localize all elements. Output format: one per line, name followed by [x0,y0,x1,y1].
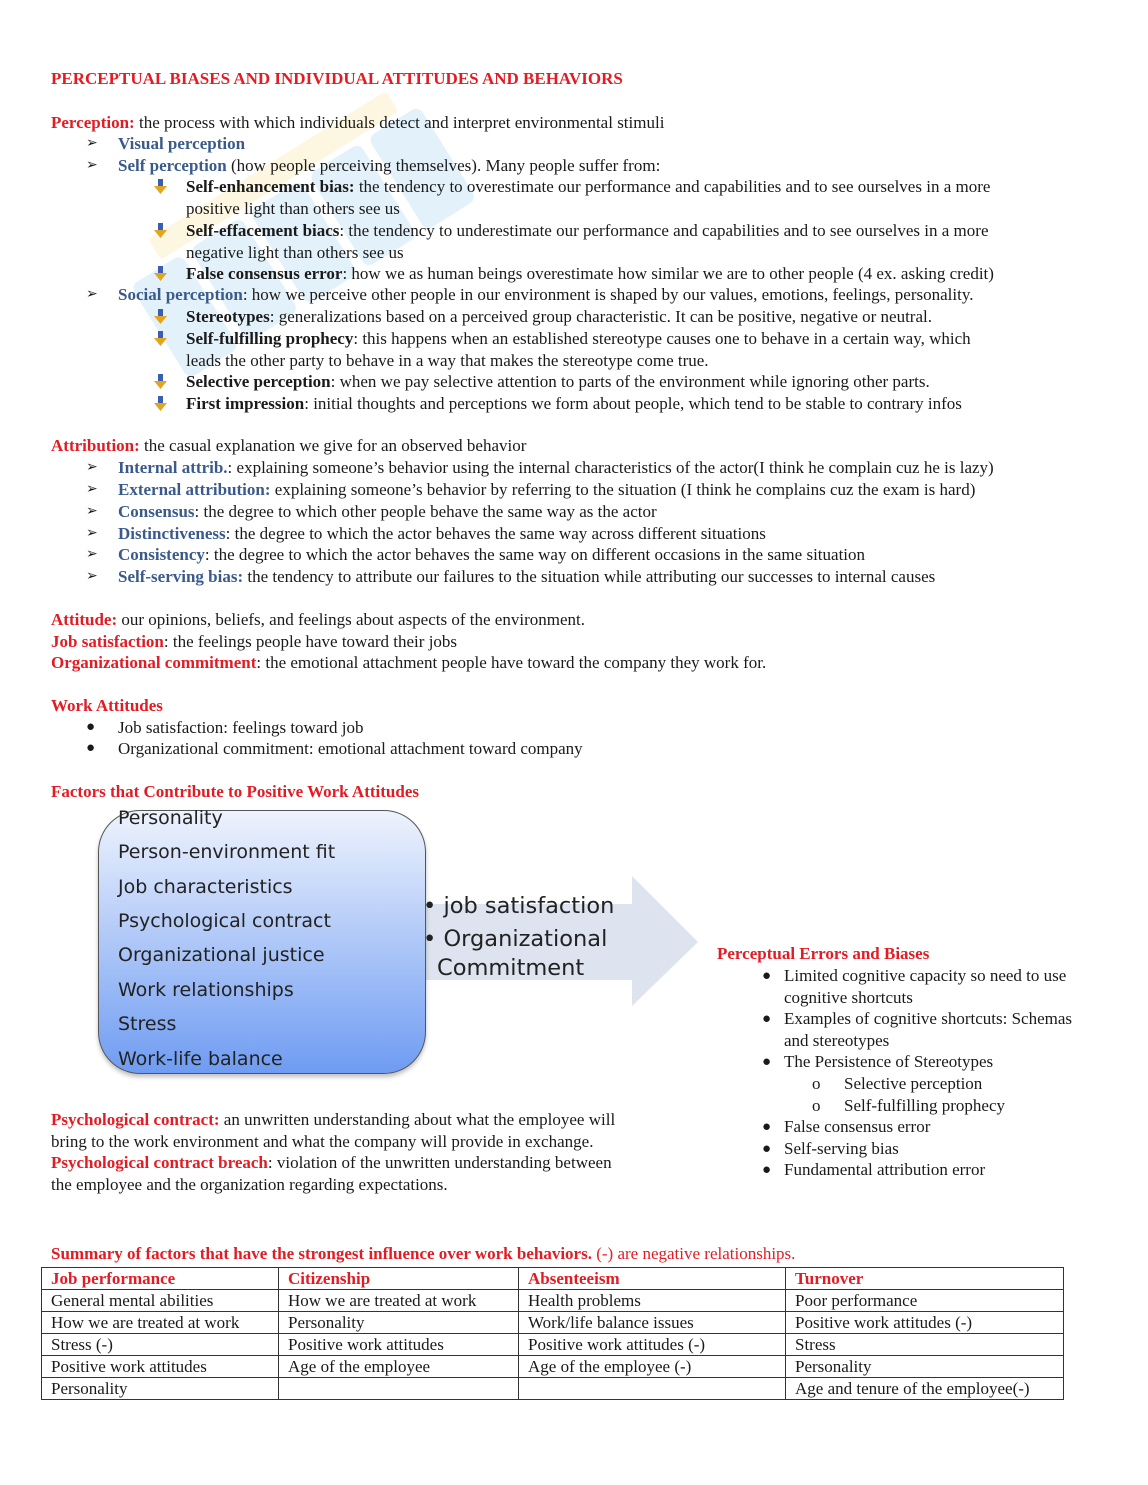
table-cell: Poor performance [786,1290,1064,1312]
outcome-item: • Organizational [423,926,608,952]
table-header-cell: Turnover [786,1268,1064,1290]
table-cell: How we are treated at work [42,1312,279,1334]
attribution-definition: Attribution: the casual explanation we give for an observed behavior [51,436,527,455]
table-cell: Personality [42,1378,279,1400]
bullet-icon: ● [86,740,96,756]
bullet-icon: ● [762,968,772,984]
page-title: PERCEPTUAL BIASES AND INDIVIDUAL ATTITUDES AND BEHAVIORS [51,69,623,88]
list-item: The Persistence of Stereotypes [784,1052,994,1071]
table-header-cell: Job performance [42,1268,279,1290]
list-item: Fundamental attribution error [784,1160,986,1179]
work-attitudes-heading: Work Attitudes [51,696,163,715]
outcome-item: Commitment [437,955,585,981]
arrow-bullet-icon: ➢ [86,158,98,173]
table-cell: Positive work attitudes [42,1356,279,1378]
table-header-cell: Absenteeism [519,1268,786,1290]
contract-breach-definition: Psychological contract breach: violation of the unwritten understanding between [51,1153,612,1172]
arrow-bullet-icon: ➢ [86,504,98,519]
errors-heading: Perceptual Errors and Biases [717,944,930,963]
table-cell: General mental abilities [42,1290,279,1312]
factors-heading: Factors that Contribute to Positive Work Attitudes [51,782,419,801]
factor-item: Personality [118,807,223,829]
list-item: Limited cognitive capacity so need to use [784,966,1067,985]
factor-item: Work-life balance [118,1048,283,1070]
bullet-icon: ● [762,1011,772,1027]
list-item-continued: cognitive shortcuts [784,988,913,1007]
bullet-icon: ● [762,1162,772,1178]
perception-definition: Perception: the process with which individuals detect and interpret environmental stimuli [51,113,665,132]
table-row [42,1334,1064,1356]
down-arrow-bullet-icon [154,223,167,239]
sub-list-item: Selective perception [844,1074,983,1093]
sub-list-item: Self-fulfilling prophecy [844,1096,1005,1115]
table-cell: Stress [786,1334,1064,1356]
psychological-contract-continued: bring to the work environment and what the company will provide in exchange. [51,1132,594,1151]
factor-item: Stress [118,1013,177,1035]
table-row [42,1356,1064,1378]
summary-table [41,1267,1064,1400]
bullet-icon: ● [762,1054,772,1070]
table-cell: Health problems [519,1290,786,1312]
table-cell: Stress (-) [42,1334,279,1356]
bullet-icon: ● [762,1141,772,1157]
factor-item: Person-environment fit [118,841,336,863]
factor-item: Work relationships [118,979,294,1001]
table-cell [279,1378,519,1400]
list-item-continued: and stereotypes [784,1031,890,1050]
down-arrow-bullet-icon [154,396,167,412]
down-arrow-bullet-icon [154,309,167,325]
circle-bullet-icon: o [812,1096,821,1115]
arrow-bullet-icon: ➢ [86,460,98,475]
arrow-bullet-icon: ➢ [86,547,98,562]
organizational-commitment-definition: Organizational commitment: the emotional attachment people have toward the company they work for. [51,653,767,672]
arrow-bullet-icon: ➢ [86,569,98,584]
table-cell: Age of the employee [279,1356,519,1378]
down-arrow-bullet-icon [154,179,167,195]
list-item: Self-serving bias [784,1139,899,1158]
table-row [42,1290,1064,1312]
factor-item: Job characteristics [118,876,293,898]
table-row [42,1312,1064,1334]
list-item: False consensus error [784,1117,931,1136]
table-cell: Age of the employee (-) [519,1356,786,1378]
attitude-definition: Attitude: our opinions, beliefs, and feelings about aspects of the environment. [51,610,585,629]
bullet-icon: ● [762,1119,772,1135]
table-cell: Age and tenure of the employee(-) [786,1378,1064,1400]
table-cell: Personality [279,1312,519,1334]
down-arrow-bullet-icon [154,331,167,347]
factor-item: Psychological contract [118,910,331,932]
table-cell: Work/life balance issues [519,1312,786,1334]
table-cell [519,1378,786,1400]
table-cell: Positive work attitudes (-) [519,1334,786,1356]
table-cell: Positive work attitudes (-) [786,1312,1064,1334]
table-row [42,1378,1064,1400]
down-arrow-bullet-icon [154,266,167,282]
arrow-bullet-icon: ➢ [86,526,98,541]
arrow-bullet-icon: ➢ [86,287,98,302]
table-header-row [42,1268,1064,1290]
psychological-contract-definition: Psychological contract: an unwritten understanding about what the employee will [51,1110,616,1129]
arrow-bullet-icon: ➢ [86,136,98,151]
bullet-icon: • [423,893,444,919]
table-cell: How we are treated at work [279,1290,519,1312]
summary-heading: Summary of factors that have the strongest influence over work behaviors. (-) are negative relationships. [51,1244,796,1263]
factor-item: Organizational justice [118,944,325,966]
bullet-icon: • [423,926,444,952]
list-item: Examples of cognitive shortcuts: Schemas [784,1009,1072,1028]
outcome-item: • job satisfaction [423,893,615,919]
table-cell: Personality [786,1356,1064,1378]
job-satisfaction-definition: Job satisfaction: the feelings people have toward their jobs [51,632,458,651]
table-cell: Positive work attitudes [279,1334,519,1356]
table-header-cell: Citizenship [279,1268,519,1290]
contract-breach-continued: the employee and the organization regarding expectations. [51,1175,448,1194]
circle-bullet-icon: o [812,1074,821,1093]
down-arrow-bullet-icon [154,374,167,390]
bullet-icon: ● [86,719,96,735]
arrow-bullet-icon: ➢ [86,482,98,497]
